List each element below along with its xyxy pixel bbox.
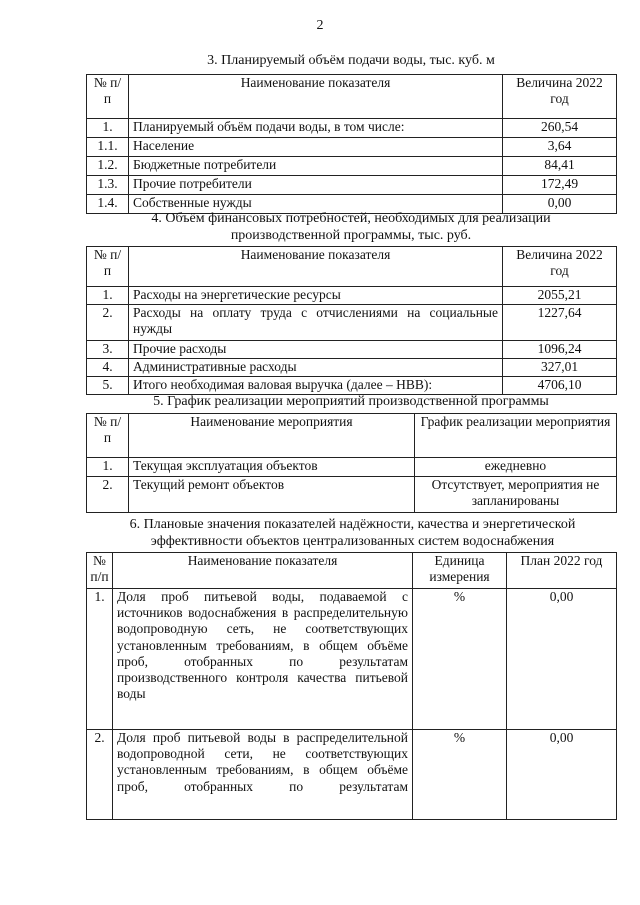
row-unit: %: [413, 589, 507, 730]
table-row: [87, 305, 617, 341]
table-row: [87, 377, 617, 395]
row-num: 1.2.: [87, 157, 129, 176]
row-name: Доля проб питьевой воды, подаваемой с источников водоснабжения в распределительную водопроводную сеть, не соответствующих установленным требованиям, в общем объёме проб, отобранных по результатам производственного контроля качества питьевой воды: [113, 589, 413, 730]
row-schedule: ежедневно: [415, 458, 617, 477]
row-num: 1.4.: [87, 195, 129, 214]
table-row: [87, 589, 617, 730]
row-name: Расходы на энергетические ресурсы: [129, 287, 503, 305]
row-name: Прочие потребители: [129, 176, 503, 195]
row-value: 327,01: [503, 359, 617, 377]
header-num: № п/п: [87, 553, 113, 589]
section4-title: [86, 210, 616, 244]
header-schedule: График реализации мероприятия: [415, 414, 617, 458]
table-header-row: [87, 414, 617, 458]
row-name: Население: [129, 138, 503, 157]
table-row: [87, 458, 617, 477]
row-plan: 0,00: [507, 730, 617, 820]
row-value: 260,54: [503, 119, 617, 138]
header-value: Величина 2022 год: [503, 75, 617, 119]
header-unit: Единица измерения: [413, 553, 507, 589]
table-header-row: [87, 75, 617, 119]
row-plan: 0,00: [507, 589, 617, 730]
row-value: 84,41: [503, 157, 617, 176]
section4-title-line1: 4. Объём финансовых потребностей, необходимых для реализации: [151, 211, 551, 226]
row-num: 1.: [87, 458, 129, 477]
header-name: Наименование показателя: [129, 75, 503, 119]
row-num: 2.: [87, 477, 129, 513]
row-name: Административные расходы: [129, 359, 503, 377]
header-num: № п/п: [87, 75, 129, 119]
row-name: Бюджетные потребители: [129, 157, 503, 176]
section4-title-line2: производственной программы, тыс. руб.: [230, 228, 472, 243]
row-num: 1.: [87, 119, 129, 138]
header-name: Наименование показателя: [113, 553, 413, 589]
row-value: 2055,21: [503, 287, 617, 305]
table-row: [87, 287, 617, 305]
table-row: [87, 176, 617, 195]
table-header-row: [87, 247, 617, 287]
row-num: 2.: [87, 305, 129, 341]
section5-table: [86, 413, 617, 513]
header-name: Наименование показателя: [129, 247, 503, 287]
header-value: Величина 2022 год: [503, 247, 617, 287]
row-value: 0,00: [503, 195, 617, 214]
table-row: [87, 119, 617, 138]
table-row: [87, 477, 617, 513]
row-unit: %: [413, 730, 507, 820]
row-name: Доля проб питьевой воды в распределительной водопроводной сети, не соответствующих установленным требованиям, в общем объёме проб, отобранных по результатам: [113, 730, 413, 820]
table-header-row: [87, 553, 617, 589]
row-num: 5.: [87, 377, 129, 395]
section6-title: [80, 516, 625, 550]
page-number: 2: [316, 18, 324, 33]
table-row: [87, 138, 617, 157]
row-value: 3,64: [503, 138, 617, 157]
section4-table: [86, 246, 617, 395]
section6-title-line1: 6. Плановые значения показателей надёжности, качества и энергетической: [129, 517, 576, 532]
row-value: 1227,64: [503, 305, 617, 341]
section3-table: [86, 74, 617, 214]
table-row: [87, 157, 617, 176]
header-num: № п/п: [87, 414, 129, 458]
row-name: Собственные нужды: [129, 195, 503, 214]
header-plan: План 2022 год: [507, 553, 617, 589]
row-name: Расходы на оплату труда с отчислениями на социальные нужды: [129, 305, 503, 341]
row-name: Итого необходимая валовая выручка (далее – НВВ):: [129, 377, 503, 395]
row-value: 172,49: [503, 176, 617, 195]
row-name: Текущий ремонт объектов: [129, 477, 415, 513]
section6-table: [86, 552, 617, 820]
table-row: [87, 730, 617, 820]
table-row: [87, 341, 617, 359]
row-num: 1.: [87, 589, 113, 730]
row-name: Текущая эксплуатация объектов: [129, 458, 415, 477]
row-name: Планируемый объём подачи воды, в том числе:: [129, 119, 503, 138]
header-name: Наименование мероприятия: [129, 414, 415, 458]
row-value: 4706,10: [503, 377, 617, 395]
row-value: 1096,24: [503, 341, 617, 359]
row-num: 2.: [87, 730, 113, 820]
header-num: № п/п: [87, 247, 129, 287]
section3-title: 3. Планируемый объём подачи воды, тыс. куб. м: [207, 53, 495, 68]
row-schedule: Отсутствует, мероприятия не запланированы: [415, 477, 617, 513]
table-row: [87, 359, 617, 377]
row-num: 1.3.: [87, 176, 129, 195]
section5-title: 5. График реализации мероприятий производственной программы: [153, 394, 549, 409]
row-num: 3.: [87, 341, 129, 359]
row-num: 1.: [87, 287, 129, 305]
section6-title-line2: эффективности объектов централизованных систем водоснабжения: [150, 534, 555, 549]
row-num: 4.: [87, 359, 129, 377]
row-name: Прочие расходы: [129, 341, 503, 359]
row-num: 1.1.: [87, 138, 129, 157]
